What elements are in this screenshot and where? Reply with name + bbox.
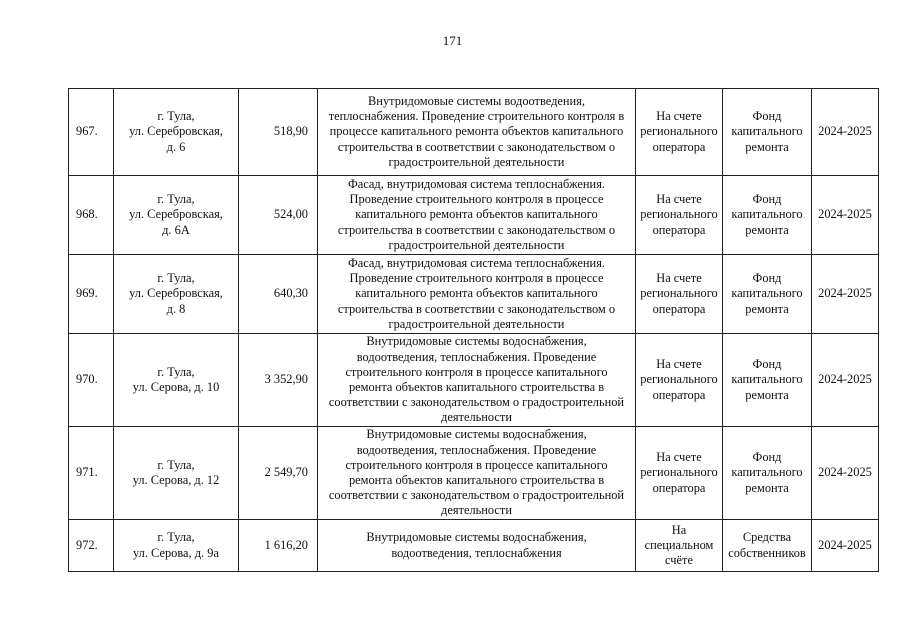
account-cell: На счете регионального оператора xyxy=(636,255,723,334)
address-cell: г. Тула, ул. Серебровская, д. 8 xyxy=(114,255,239,334)
account-cell: На счете регионального оператора xyxy=(636,89,723,176)
period-cell: 2024-2025 xyxy=(812,255,879,334)
funding-source-cell: Средства собственников xyxy=(723,520,812,572)
works-cell: Внутридомовые системы водоснабжения, водоотведения, теплоснабжения xyxy=(318,520,636,572)
area-cell: 1 616,20 xyxy=(239,520,318,572)
area-cell: 2 549,70 xyxy=(239,427,318,520)
funding-source-cell: Фонд капитального ремонта xyxy=(723,176,812,255)
funding-source-cell: Фонд капитального ремонта xyxy=(723,427,812,520)
account-cell: На счете регионального оператора xyxy=(636,176,723,255)
row-number: 968. xyxy=(69,176,114,255)
table-row xyxy=(69,255,879,334)
table-row xyxy=(69,520,879,572)
period-cell: 2024-2025 xyxy=(812,334,879,427)
period-cell: 2024-2025 xyxy=(812,89,879,176)
works-cell: Внутридомовые системы водоснабжения, водоотведения, теплоснабжения. Проведение строительного контроля в процессе капитального ремонта объектов капитального строительства в соответствии с законодательством о градостроительной деятельности xyxy=(318,334,636,427)
area-cell: 640,30 xyxy=(239,255,318,334)
table-row xyxy=(69,334,879,427)
capital-repair-table xyxy=(68,88,879,572)
account-cell: На специальном счёте xyxy=(636,520,723,572)
works-cell: Фасад, внутридомовая система теплоснабжения. Проведение строительного контроля в процессе капитального ремонта объектов капитального строительства в соответствии с законодательством о градостроительной деятельности xyxy=(318,176,636,255)
funding-source-cell: Фонд капитального ремонта xyxy=(723,255,812,334)
address-cell: г. Тула, ул. Серова, д. 9а xyxy=(114,520,239,572)
row-number: 971. xyxy=(69,427,114,520)
period-cell: 2024-2025 xyxy=(812,176,879,255)
works-cell: Фасад, внутридомовая система теплоснабжения. Проведение строительного контроля в процессе капитального ремонта объектов капитального строительства в соответствии с законодательством о градостроительной деятельности xyxy=(318,255,636,334)
address-cell: г. Тула, ул. Серова, д. 10 xyxy=(114,334,239,427)
address-cell: г. Тула, ул. Серова, д. 12 xyxy=(114,427,239,520)
table-row xyxy=(69,89,879,176)
row-number: 967. xyxy=(69,89,114,176)
area-cell: 518,90 xyxy=(239,89,318,176)
row-number: 972. xyxy=(69,520,114,572)
works-cell: Внутридомовые системы водоотведения, теплоснабжения. Проведение строительного контроля в процессе капитального ремонта объектов капитального строительства в соответствии с законодательством о градостроительной деятельности xyxy=(318,89,636,176)
account-cell: На счете регионального оператора xyxy=(636,334,723,427)
table-row xyxy=(69,427,879,520)
period-cell: 2024-2025 xyxy=(812,427,879,520)
row-number: 970. xyxy=(69,334,114,427)
page-number: 171 xyxy=(442,33,463,48)
funding-source-cell: Фонд капитального ремонта xyxy=(723,334,812,427)
area-cell: 3 352,90 xyxy=(239,334,318,427)
row-number: 969. xyxy=(69,255,114,334)
works-cell: Внутридомовые системы водоснабжения, водоотведения, теплоснабжения. Проведение строительного контроля в процессе капитального ремонта объектов капитального строительства в соответствии с законодательством о градостроительной деятельности xyxy=(318,427,636,520)
funding-source-cell: Фонд капитального ремонта xyxy=(723,89,812,176)
account-cell: На счете регионального оператора xyxy=(636,427,723,520)
table-row xyxy=(69,176,879,255)
period-cell: 2024-2025 xyxy=(812,520,879,572)
address-cell: г. Тула, ул. Серебровская, д. 6А xyxy=(114,176,239,255)
address-cell: г. Тула, ул. Серебровская, д. 6 xyxy=(114,89,239,176)
area-cell: 524,00 xyxy=(239,176,318,255)
